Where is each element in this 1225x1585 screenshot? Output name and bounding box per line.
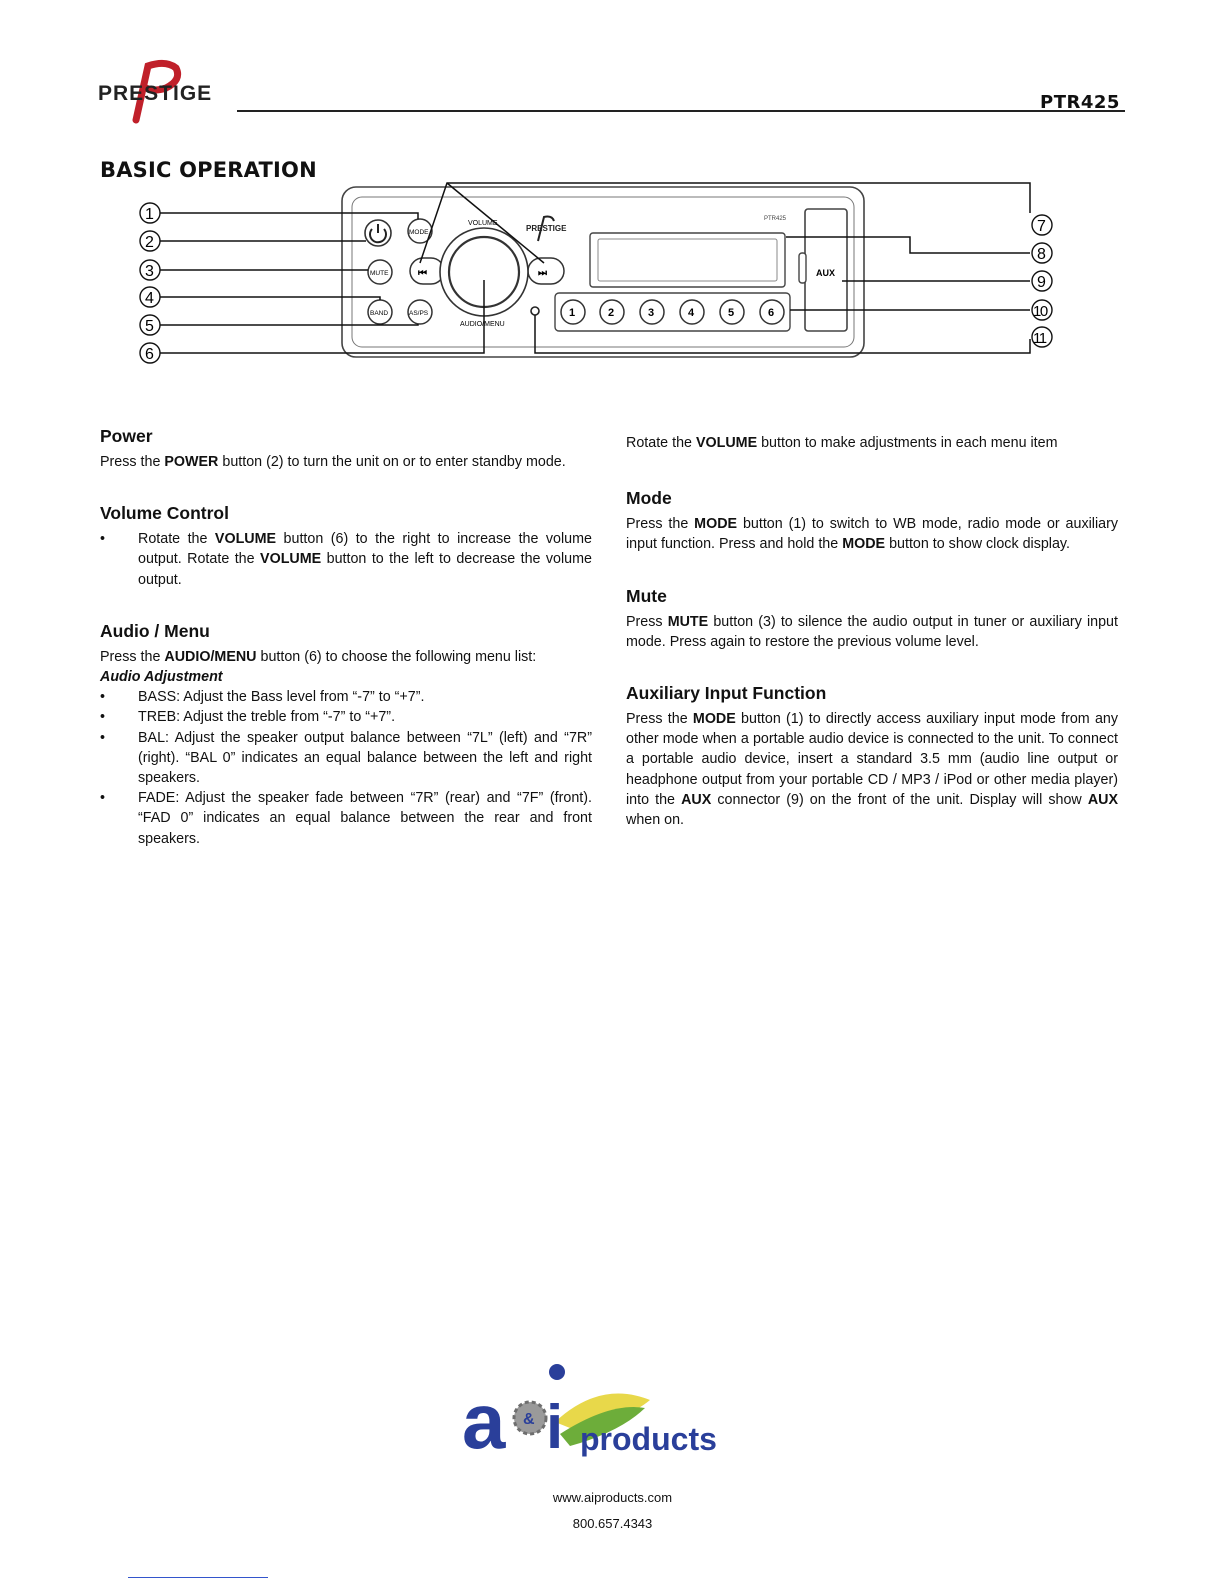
callout-9-label: 9 <box>1037 274 1046 291</box>
prestige-logo <box>96 58 236 124</box>
callout-10-label: 10 <box>1033 303 1047 320</box>
logo-word-products: products <box>580 1421 717 1457</box>
model-number: PTR425 <box>1040 92 1120 113</box>
callout-4-label: 4 <box>145 290 154 307</box>
list-item: • TREB: Adjust the treble from “-7” to “+7”. <box>100 709 396 726</box>
prestige-logo-text: PRESTIGE <box>98 82 213 105</box>
aux-jack-slot <box>799 253 806 283</box>
callout-5-label: 5 <box>145 318 154 335</box>
footer-phone: 800.657.4343 <box>572 1516 653 1531</box>
ir-sensor <box>531 307 539 315</box>
callout-8-label: 8 <box>1037 246 1046 263</box>
rotate-volume-note: Rotate the VOLUME button to make adjustments in each menu item <box>626 435 1058 451</box>
volume-label: VOLUME <box>468 220 498 227</box>
mute-heading: Mute <box>626 585 667 606</box>
band-button-label: BAND <box>370 310 389 317</box>
callout-6-label: 6 <box>145 346 154 363</box>
aux-heading: Auxiliary Input Function <box>626 683 827 704</box>
seek-back-icon: ⏮ <box>418 268 427 279</box>
power-text: Press the POWER button (2) to turn the unit on or to enter standby mode. <box>100 454 566 470</box>
power-heading: Power <box>100 426 153 446</box>
audio-menu-intro: Press the AUDIO/MENU button (6) to choose the following menu list: <box>100 648 537 665</box>
audio-menu-label: AUDIO/MENU <box>460 321 505 328</box>
callout-1-label: 1 <box>145 206 154 223</box>
preset-bar <box>555 293 790 331</box>
radio-front-panel-diagram <box>130 175 1070 370</box>
mode-text: Press the MODE button (1) to switch to WB mode, radio mode or auxiliary input function. Press and hold the MODE button to show clock display. <box>626 516 1118 553</box>
footer-url[interactable]: www.aiproducts.com <box>552 1490 673 1505</box>
seek-back-button <box>410 258 444 284</box>
list-item: • FADE: Adjust the speaker fade between “7R” (rear) and “7F” (front). “FAD 0” indicates an equal balance between the rear and front speakers. <box>100 790 592 847</box>
right-column <box>626 433 1118 830</box>
callout-11-label: 11 <box>1033 330 1046 347</box>
mute-text: Press MUTE button (3) to silence the audio output in tuner or auxiliary input mode. Press again to restore the previous volume level. <box>626 613 1118 650</box>
lcd-display-inner <box>598 239 777 281</box>
volume-heading: Volume Control <box>100 503 229 524</box>
power-section <box>100 425 592 472</box>
preset-6-label: 6 <box>768 307 775 319</box>
panel-model-label: PTR425 <box>764 216 787 222</box>
header-rule <box>237 110 1125 112</box>
mute-section <box>626 585 1118 652</box>
logo-i-dot <box>549 1364 565 1380</box>
preset-2-label: 2 <box>608 307 615 319</box>
panel-brand-label: PRESTIGE <box>526 224 567 233</box>
mode-button-label: MODE <box>409 229 429 236</box>
volume-bullet: • Rotate the VOLUME button (6) to the right to increase the volume output. Rotate the VOLUME button to the left to decrease the volume output. <box>100 531 592 588</box>
mode-heading: Mode <box>626 488 672 509</box>
aux-panel-label: AUX <box>816 268 836 278</box>
mute-button-label: MUTE <box>370 270 389 277</box>
list-item: • BAL: Adjust the speaker output balance between “7L” (left) and “7R” (right). “BAL 0” indicates an equal balance between the left and right speakers. <box>100 729 592 787</box>
callout-7-label: 7 <box>1037 218 1046 235</box>
aux-section <box>626 682 1118 830</box>
preset-4-label: 4 <box>688 307 695 319</box>
logo-letter-i: i <box>546 1393 564 1462</box>
logo-ampersand: & <box>523 1411 535 1428</box>
audio-menu-section <box>100 620 592 849</box>
preset-3-label: 3 <box>648 307 655 319</box>
bottom-link-underline <box>128 1577 268 1578</box>
ai-products-logo <box>460 1362 720 1466</box>
as-ps-button-label: AS/PS <box>409 310 429 317</box>
section-title: BASIC OPERATION <box>100 158 317 182</box>
left-column <box>100 425 592 849</box>
seek-forward-icon: ⏭ <box>538 268 547 279</box>
preset-1-label: 1 <box>569 307 576 319</box>
callout-2-label: 2 <box>145 234 154 251</box>
callout-3-label: 3 <box>145 263 154 280</box>
preset-5-label: 5 <box>728 307 735 319</box>
logo-letter-a: a <box>462 1377 506 1465</box>
aux-text: Press the MODE button (1) to directly access auxiliary input mode from any other mode when a portable audio device is connected to the unit. To connect a portable audio device, insert a standard 3.5 mm (audio line output or headphone output from your portable CD / MP3 / iPod or other media player) into the AUX connector (9) on the front of the unit. Display will show AUX when on. <box>626 711 1118 829</box>
list-item: • BASS: Adjust the Bass level from “-7” to “+7”. <box>100 689 425 706</box>
volume-section <box>100 502 592 590</box>
mode-section <box>626 487 1118 554</box>
audio-menu-heading: Audio / Menu <box>100 620 210 641</box>
audio-adjustment-subheading: Audio Adjustment <box>100 669 223 686</box>
